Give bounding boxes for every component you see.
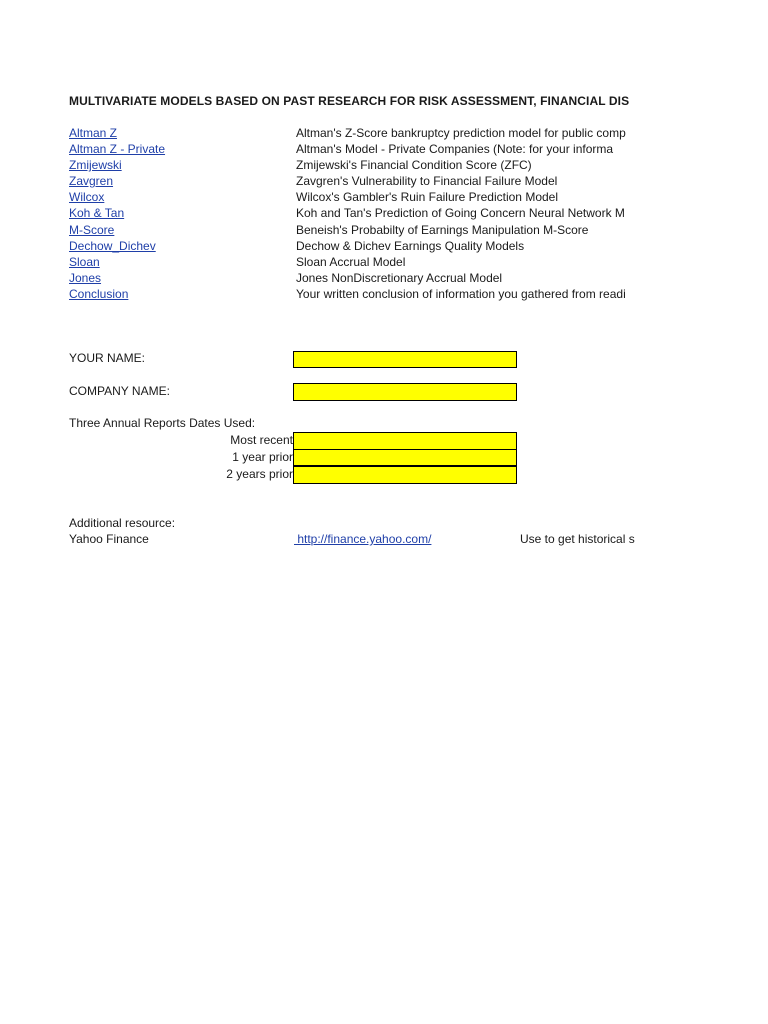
model-description: Beneish's Probabilty of Earnings Manipulation M-Score [296,223,589,237]
link-altman-z[interactable]: Altman Z [69,126,118,140]
company-name-label: COMPANY NAME: [69,384,170,398]
model-description: Jones NonDiscretionary Accrual Model [296,271,503,285]
additional-resource-heading: Additional resource: [69,516,176,530]
model-description: Sloan Accrual Model [296,255,406,269]
link-wilcox[interactable]: Wilcox [69,190,105,204]
link-zmijewski[interactable]: Zmijewski [69,158,122,172]
your-name-label: YOUR NAME: [69,351,146,365]
link-conclusion[interactable]: Conclusion [69,287,129,301]
one-year-prior-label: 1 year prior [232,450,293,464]
resource-name: Yahoo Finance [69,532,149,546]
reports-dates-label: Three Annual Reports Dates Used: [69,416,256,430]
resource-note: Use to get historical s [520,532,635,546]
model-description: Koh and Tan's Prediction of Going Concern Neural Network M [296,206,625,220]
link-koh-tan[interactable]: Koh & Tan [69,206,125,220]
link-jones[interactable]: Jones [69,271,102,285]
link-altman-z-private[interactable]: Altman Z - Private [69,142,166,156]
one-year-prior-date-input[interactable] [293,449,517,466]
two-years-prior-label: 2 years prior [226,467,293,481]
model-description: Dechow & Dichev Earnings Quality Models [296,239,525,253]
link-zavgren[interactable]: Zavgren [69,174,114,188]
page-title: MULTIVARIATE MODELS BASED ON PAST RESEARCH FOR RISK ASSESSMENT, FINANCIAL DIS [69,94,630,108]
model-description: Altman's Z-Score bankruptcy prediction model for public comp [296,126,626,140]
most-recent-label: Most recent [230,433,293,447]
company-name-input[interactable] [293,383,517,401]
your-name-input[interactable] [293,351,517,368]
model-description: Your written conclusion of information you gathered from readi [296,287,626,301]
model-description: Altman's Model - Private Companies (Note: for your informa [296,142,614,156]
link-sloan[interactable]: Sloan [69,255,100,269]
two-years-prior-date-input[interactable] [293,466,517,484]
most-recent-date-input[interactable] [293,432,517,450]
model-description: Zavgren's Vulnerability to Financial Failure Model [296,174,558,188]
link-m-score[interactable]: M-Score [69,223,115,237]
yahoo-finance-link[interactable]: http://finance.yahoo.com/ [294,532,432,546]
link-dechow-dichev[interactable]: Dechow_Dichev [69,239,156,253]
model-description: Zmijewski's Financial Condition Score (ZFC) [296,158,532,172]
model-description: Wilcox's Gambler's Ruin Failure Prediction Model [296,190,559,204]
